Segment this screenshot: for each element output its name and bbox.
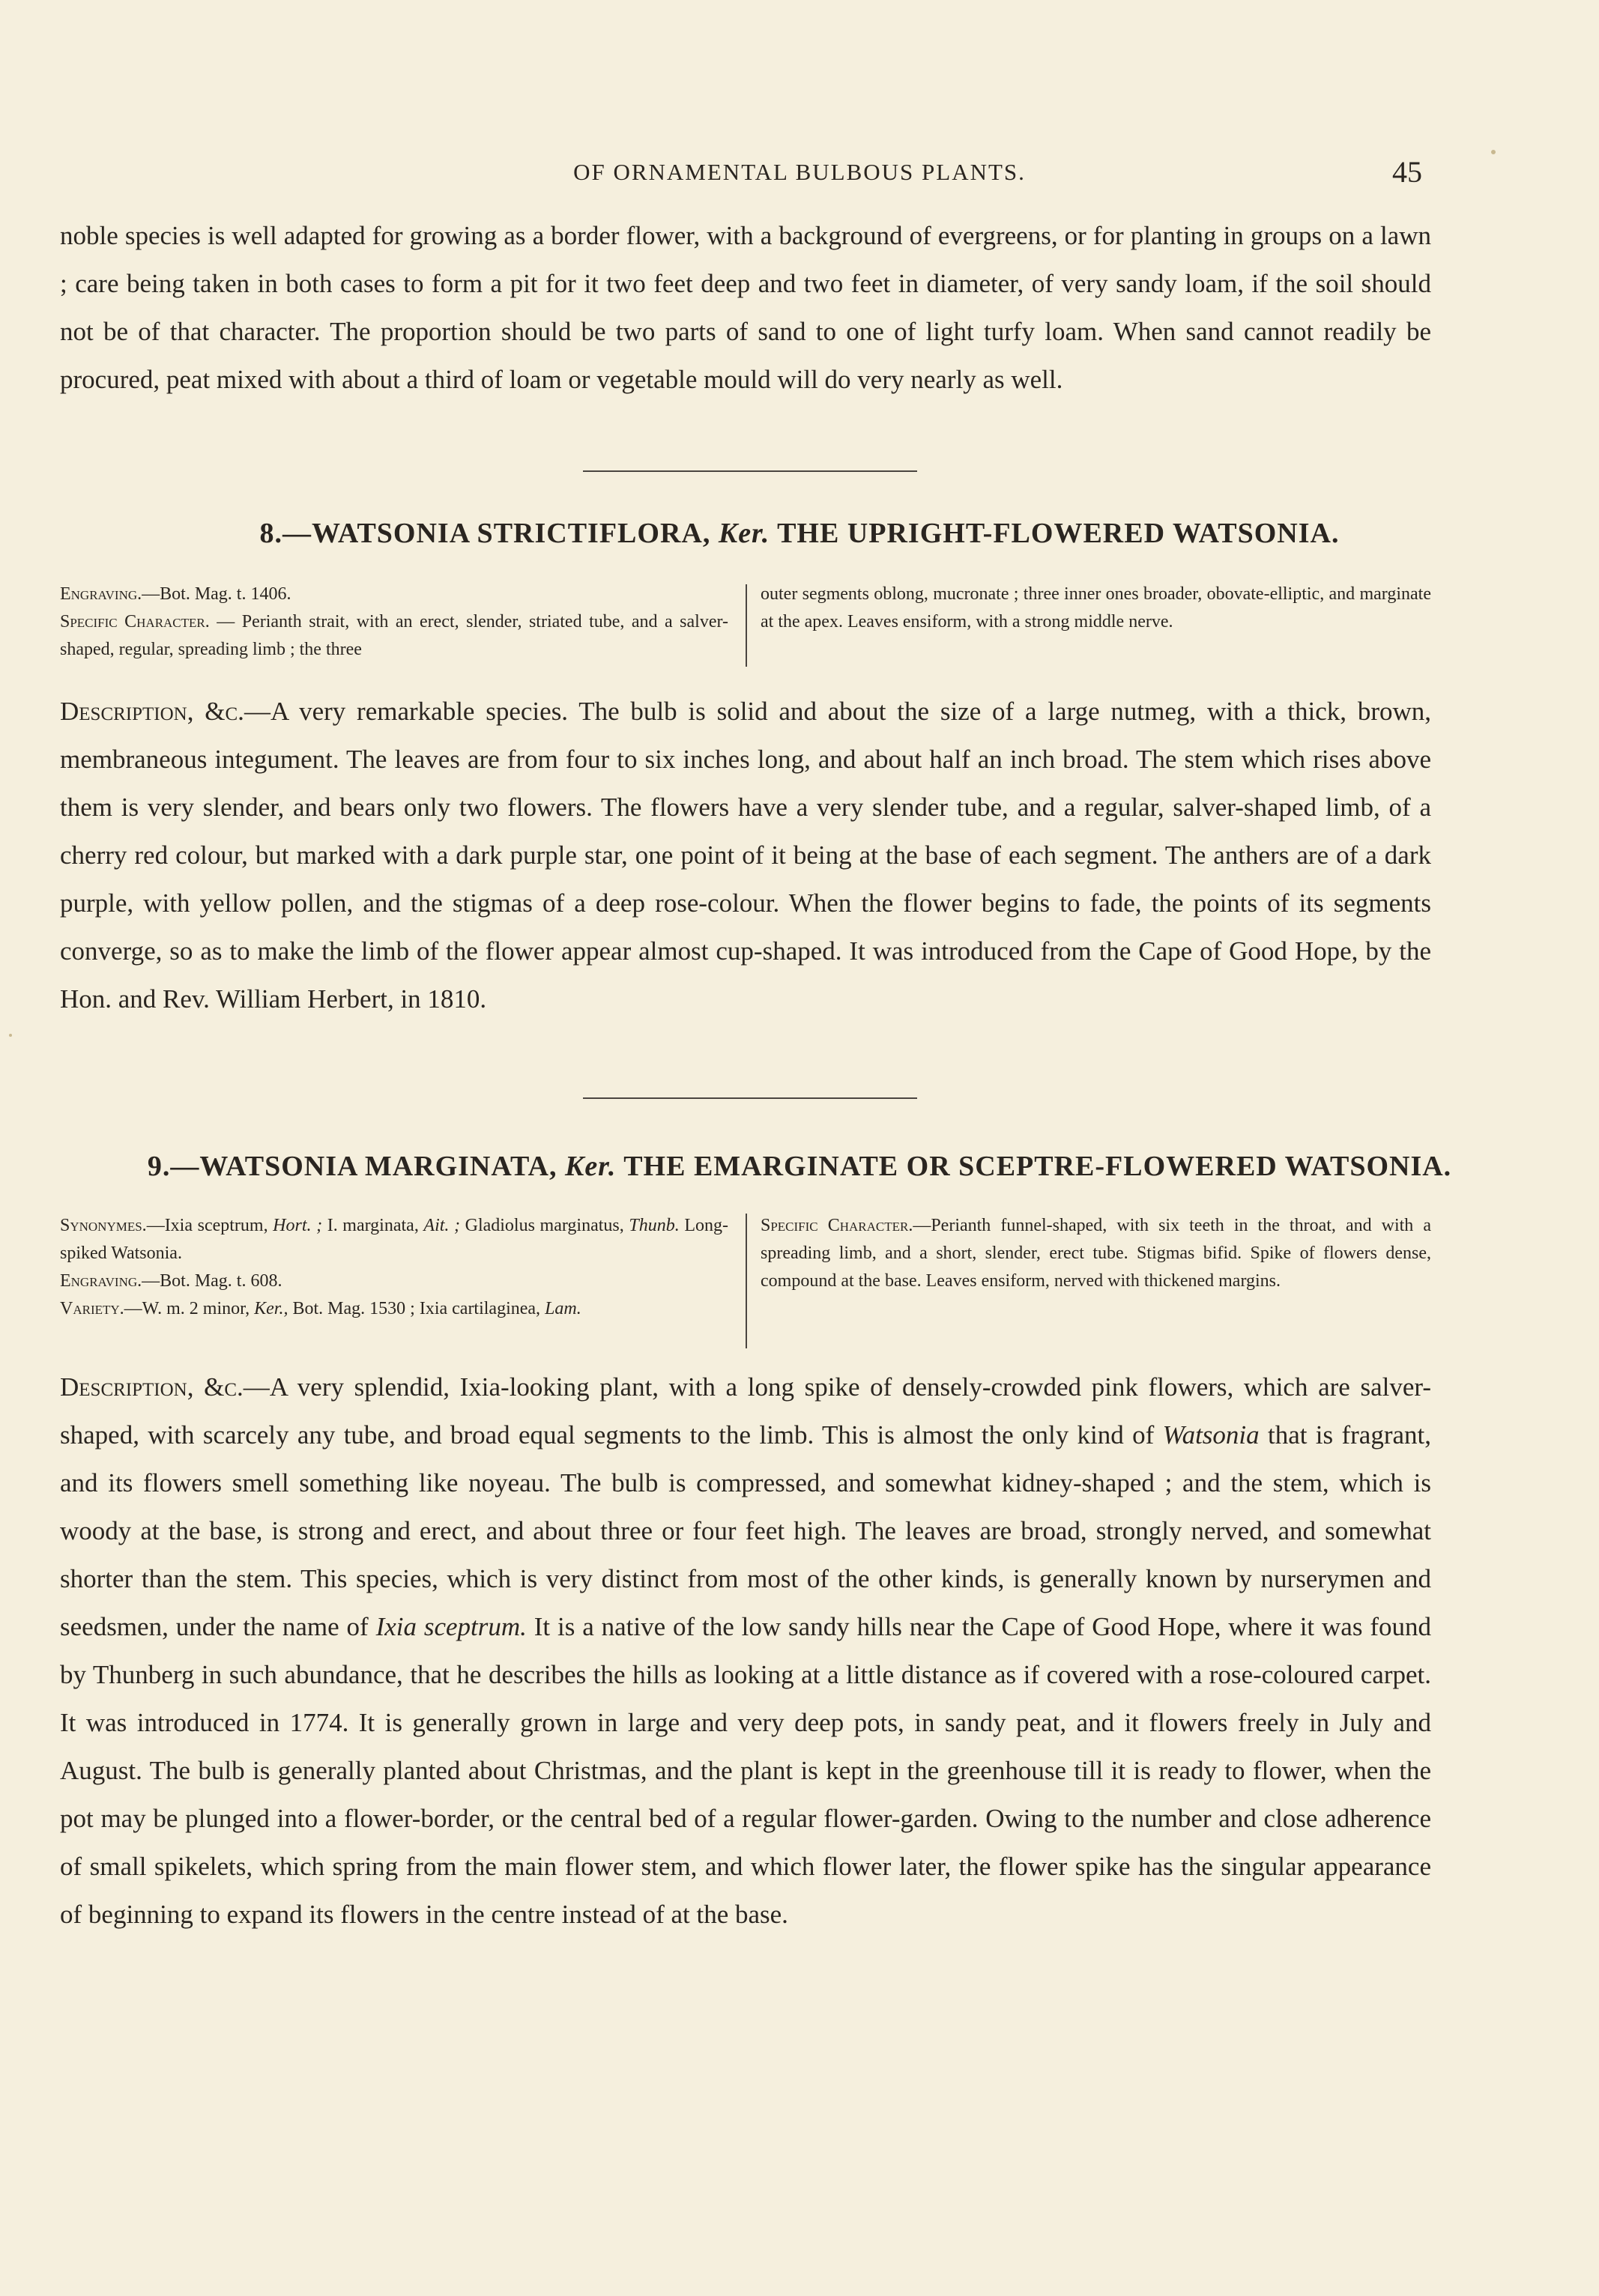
synonymes-text: I. marginata, <box>322 1216 424 1235</box>
section-divider <box>583 1097 917 1099</box>
section-8-left-column <box>60 581 728 664</box>
description-genus: Watsonia <box>1162 1420 1260 1450</box>
specific-character-text: —Perianth funnel-shaped, with six teeth in the throat, and with a spreading limb, and a short, slender, erect tube. Stigmas bifid. Spike of flowers dense, compound at the base. Leaves ensiform, nerved with thickened margins. <box>761 1216 1432 1291</box>
section-9-heading <box>0 1150 1599 1183</box>
engraving-label: Engraving. <box>60 1271 142 1291</box>
paper-speck <box>1491 150 1496 154</box>
description-label: Description, &c. <box>60 1372 244 1402</box>
section-9-description <box>60 1363 1431 1939</box>
engraving-text: —Bot. Mag. t. 1406. <box>142 584 291 604</box>
description-species: Ixia sceptrum. <box>375 1612 527 1641</box>
paper-speck <box>9 1034 12 1037</box>
synonymes-text: Long-spiked Watsonia. <box>60 1216 728 1263</box>
running-header: OF ORNAMENTAL BULBOUS PLANTS. <box>573 159 1026 185</box>
specific-character-text: — Perianth strait, with an erect, slender, striated tube, and a salver-shaped, regular, spreading limb ; the three <box>60 612 728 659</box>
section-8-right-column: outer segments oblong, mucronate ; three inner ones broader, obovate-elliptic, and marginate at the apex. Leaves ensiform, with a strong middle nerve. <box>761 584 1431 631</box>
section-9-left-column <box>60 1212 728 1323</box>
page-number: 45 <box>1392 155 1422 189</box>
specific-character-label: Specific Character. <box>761 1216 913 1235</box>
section-9-heading-author: Ker. <box>564 1151 617 1182</box>
section-9-right-column <box>761 1212 1431 1295</box>
variety-text: —W. m. 2 minor, <box>124 1299 255 1318</box>
description-text: —A very splendid, Ixia-looking plant, with a long spike of densely-crowded pink flowers, which are salver-shaped, with scarcely any tube, and broad equal segments to the limb. This is almost the only kind of <box>60 1372 1432 1450</box>
section-8-heading-author: Ker. <box>718 518 770 549</box>
variety-label: Variety. <box>60 1299 124 1318</box>
variety-text: Bot. Mag. 1530 ; Ixia cartilaginea, <box>288 1299 545 1318</box>
description-text: —A very remarkable species. The bulb is solid and about the size of a large nutmeg, with a thick, brown, membraneous integument. The leaves are from four to six inches long, and about half an inch broad. The stem which rises above them is very slender, and bears only two flowers. The flowers have a very slender tube, and a regular, salver-shaped limb, of a cherry red colour, but marked with a dark purple star, one point of it being at the base of each segment. The anthers are of a dark purple, with yellow pollen, and the stigmas of a deep rose-colour. When the flower begins to fade, the points of its segments converge, so as to make the limb of the flower appear almost cup-shaped. It was introduced from the Cape of Good Hope, by the Hon. and Rev. William Herbert, in 1810. <box>60 697 1431 1014</box>
synonymes-authority: Thunb. <box>629 1216 680 1235</box>
column-divider <box>746 584 747 667</box>
variety-authority: Lam. <box>545 1299 581 1318</box>
synonymes-text: —Ixia sceptrum, <box>146 1216 273 1235</box>
section-8-heading <box>0 517 1599 550</box>
description-text: It is a native of the low sandy hills near the Cape of Good Hope, where it was found by Thunberg in such abundance, that he describes the hills as looking at a little distance as if covered with a rose-coloured carpet. It was introduced in 1774. It is generally grown in large and very deep pots, in sandy peat, and it flowers freely in July and August. The bulb is generally planted about Christmas, and the plant is kept in the greenhouse till it is ready to flower, when the pot may be plunged into a flower-border, or the central bed of a regular flower-garden. Owing to the number and close adherence of small spikelets, which spring from the main flower stem, and which flower later, the flower spike has the singular appearance of beginning to expand its flowers in the centre instead of at the base. <box>60 1612 1431 1929</box>
engraving-label: Engraving. <box>60 584 142 604</box>
variety-authority: Ker., <box>254 1299 288 1318</box>
synonymes-authority: Hort. ; <box>273 1216 323 1235</box>
specific-character-label: Specific Character. <box>60 612 210 631</box>
synonymes-label: Synonymes. <box>60 1216 147 1235</box>
description-label: Description, &c. <box>60 697 244 726</box>
description-text: that is fragrant, and its flowers smell something like noyeau. The bulb is compressed, and somewhat kidney-shaped ; and the stem, which is woody at the base, is strong and erect, and about three or four feet high. The leaves are broad, strongly nerved, and somewhat shorter than the stem. This species, which is very distinct from most of the other kinds, is generally known by nurserymen and seedsmen, under the name of <box>60 1420 1431 1641</box>
section-8-heading-common-name: THE UPRIGHT-FLOWERED WATSONIA. <box>770 518 1340 549</box>
section-8-heading-name: 8.—WATSONIA STRICTIFLORA, <box>259 518 719 549</box>
engraving-text: —Bot. Mag. t. 608. <box>142 1271 282 1291</box>
section-divider <box>583 470 917 472</box>
section-9-heading-name: 9.—WATSONIA MARGINATA, <box>147 1151 565 1182</box>
synonymes-authority: Ait. ; <box>423 1216 461 1235</box>
column-divider <box>746 1214 747 1348</box>
intro-paragraph: noble species is well adapted for growing as a border flower, with a background of evergreens, or for planting in groups on a lawn ; care being taken in both cases to form a pit for it two feet deep and two feet in diameter, of very sandy loam, if the soil should not be of that character. The proportion should be two parts of sand to one of light turfy loam. When sand cannot readily be procured, peat mixed with about a third of loam or vegetable mould will do very nearly as well. <box>60 221 1431 394</box>
synonymes-text: Gladiolus marginatus, <box>460 1216 629 1235</box>
section-8-description <box>60 688 1431 1023</box>
section-9-heading-common-name: THE EMARGINATE OR SCEPTRE-FLOWERED WATSONIA. <box>616 1151 1452 1182</box>
